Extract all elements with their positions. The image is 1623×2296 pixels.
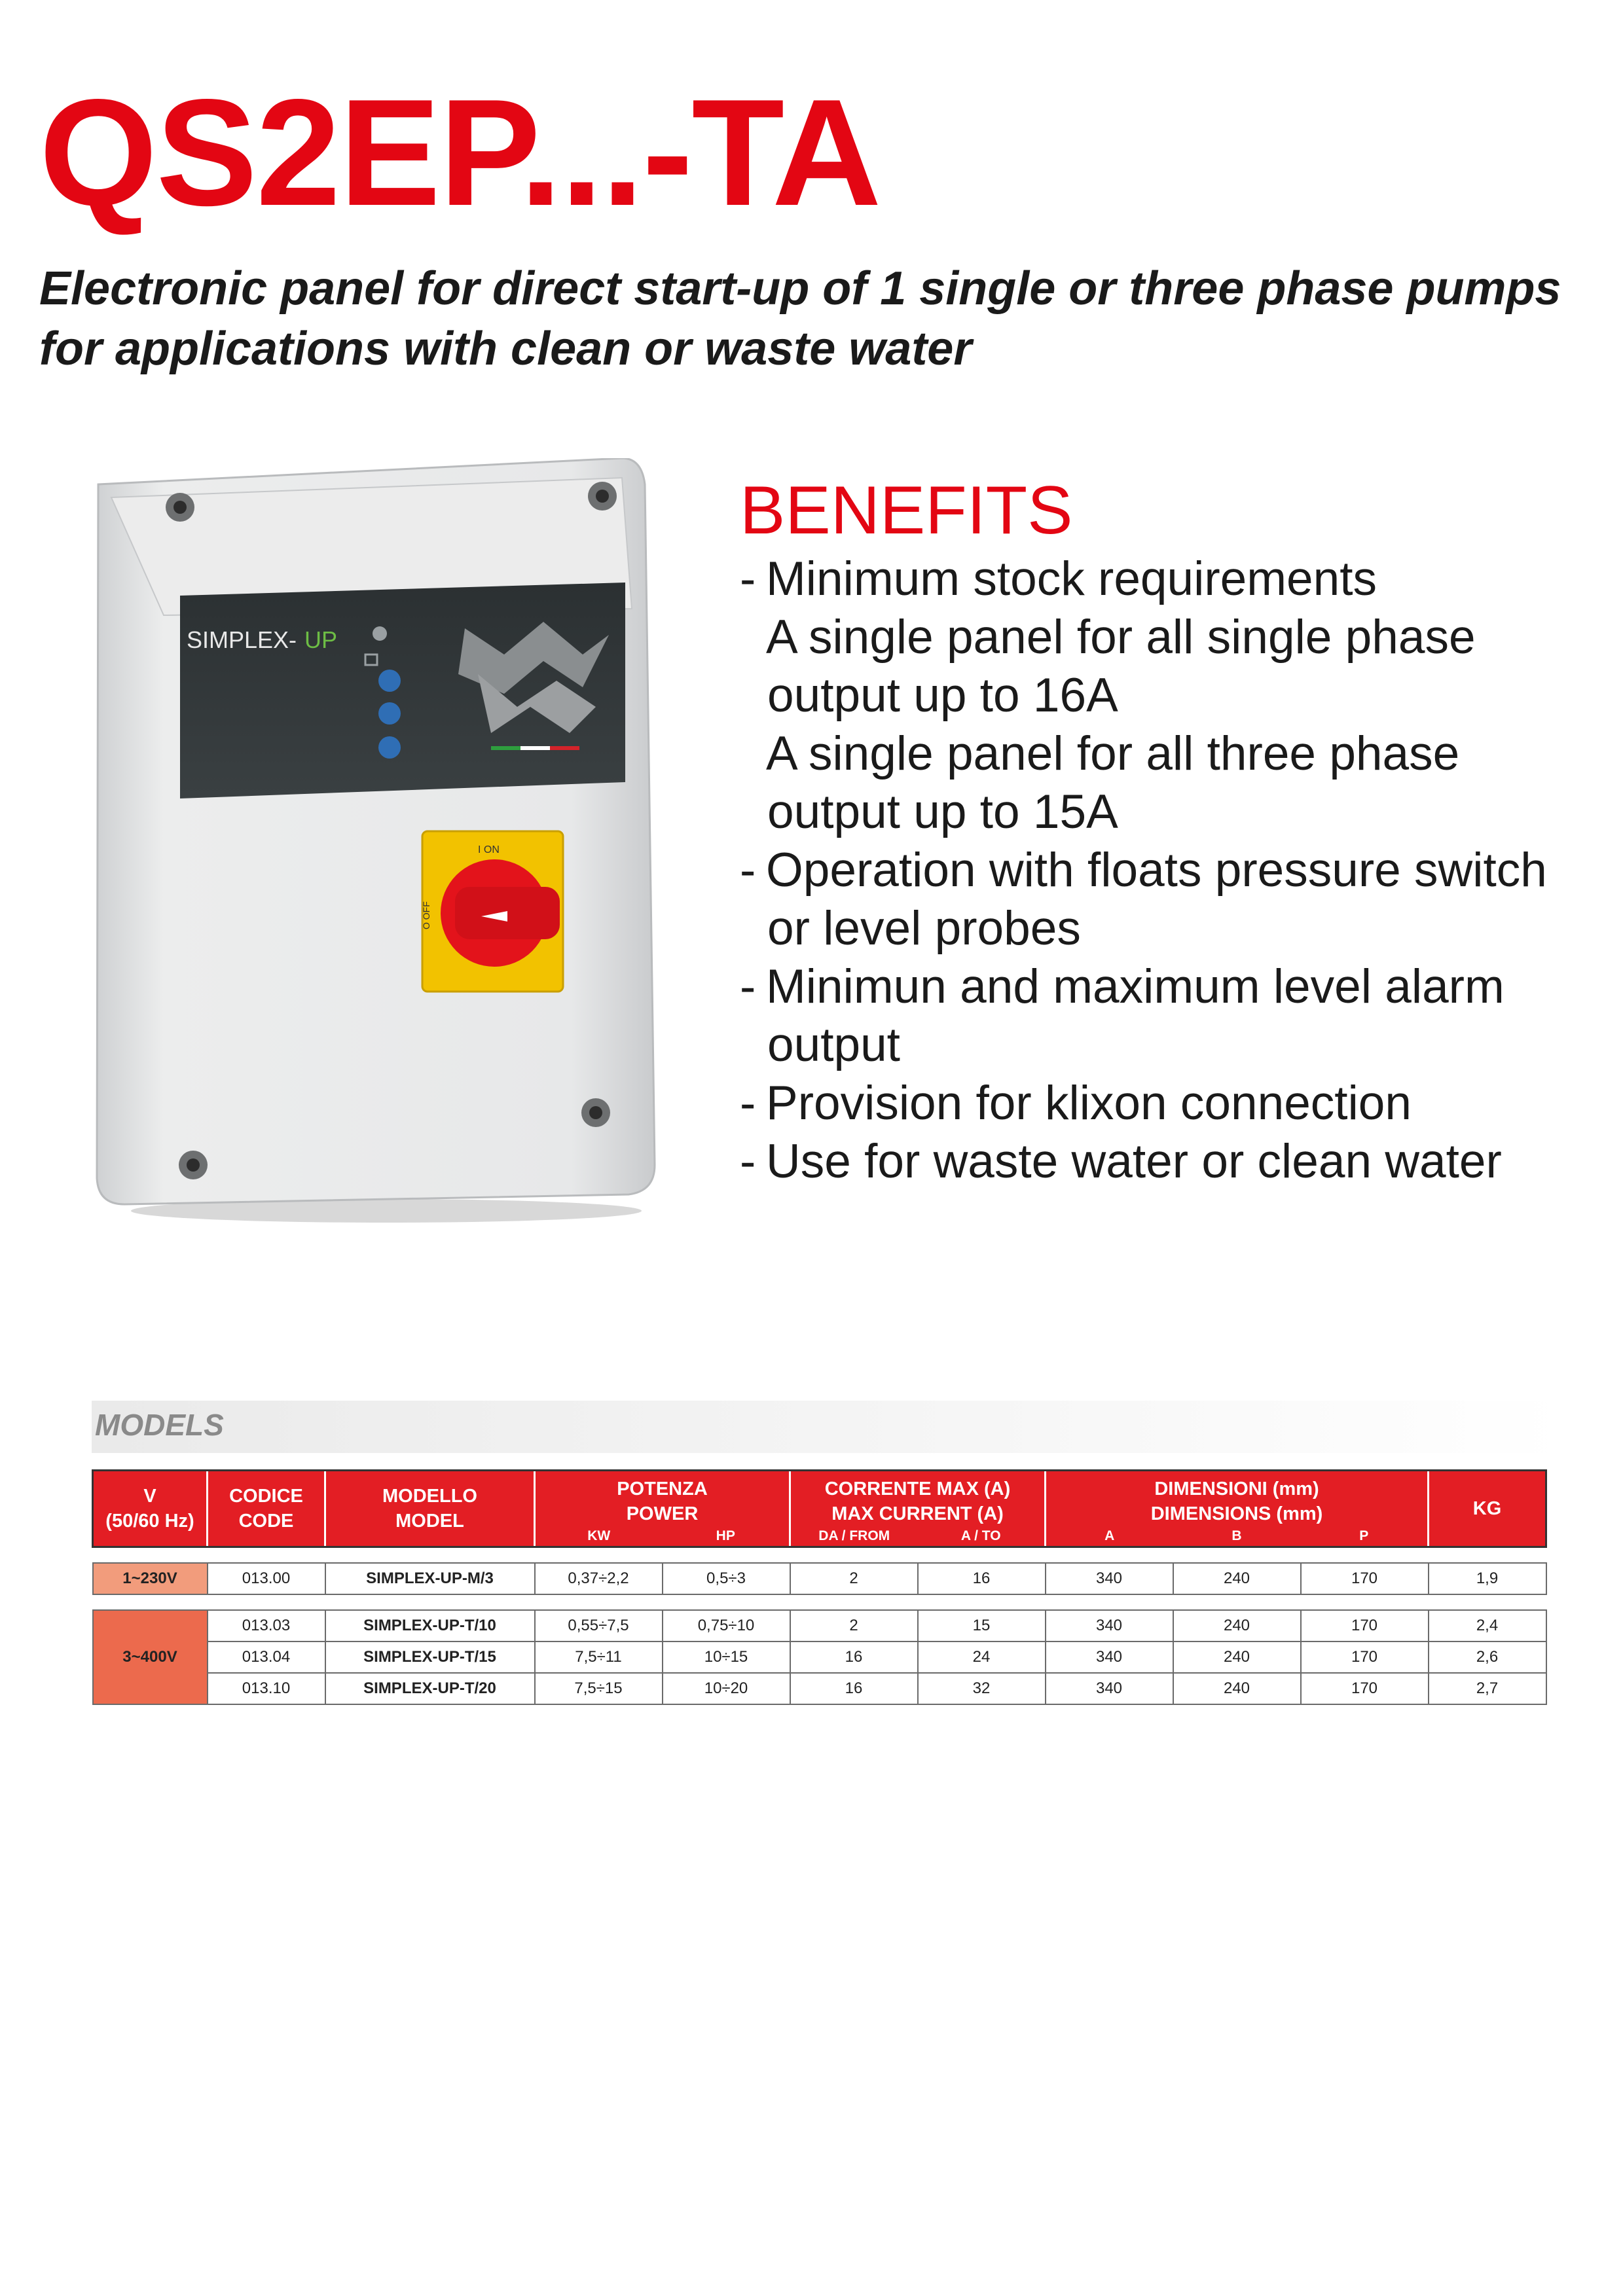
benefit-item	[740, 725, 1611, 841]
product-image	[85, 458, 661, 1230]
cell-p: 170	[1301, 1610, 1429, 1641]
cell-from: 16	[790, 1641, 918, 1673]
cell-a: 340	[1046, 1610, 1173, 1641]
benefit-text: A single panel for all three phase	[766, 727, 1460, 780]
col-header-current: CORRENTE MAX (A) MAX CURRENT (A)	[790, 1471, 1046, 1527]
subtitle-line-1: Electronic panel for direct start-up of 1 single or three phase pumps	[39, 262, 1561, 315]
models-band	[92, 1401, 1565, 1453]
benefit-list	[740, 550, 1611, 1191]
sub-header-p: P	[1301, 1526, 1429, 1547]
cell-from: 2	[790, 1563, 918, 1594]
col-header-dimensions: DIMENSIONI (mm) DIMENSIONS (mm)	[1046, 1471, 1429, 1527]
sub-header-from: DA / FROM	[790, 1526, 918, 1547]
cell-code: 013.04	[208, 1641, 325, 1673]
cell-kg: 2,7	[1429, 1673, 1546, 1704]
benefit-text-continuation: output up to 16A	[767, 669, 1118, 722]
sub-header-kw: KW	[535, 1526, 663, 1547]
sub-header-hp: HP	[663, 1526, 790, 1547]
cell-to: 16	[918, 1563, 1046, 1594]
svg-text:I ON: I ON	[478, 844, 500, 855]
col-header-model: MODELLO MODEL	[325, 1471, 535, 1547]
models-label: MODELS	[95, 1408, 224, 1442]
table-row	[93, 1563, 1546, 1594]
benefit-text-continuation: or level probes	[767, 902, 1081, 955]
cell-code: 013.00	[208, 1563, 325, 1594]
cell-model: SIMPLEX-UP-T/10	[325, 1610, 535, 1641]
benefits-title: BENEFITS	[740, 473, 1073, 548]
benefit-text-continuation: output up to 15A	[767, 785, 1118, 838]
cell-kw: 7,5÷15	[535, 1673, 663, 1704]
col-header-power: POTENZA POWER	[535, 1471, 790, 1527]
cell-code: 013.03	[208, 1610, 325, 1641]
cell-kw: 0,37÷2,2	[535, 1563, 663, 1594]
svg-text:SIMPLEX-: SIMPLEX-	[187, 626, 297, 653]
cell-p: 170	[1301, 1673, 1429, 1704]
cell-from: 16	[790, 1673, 918, 1704]
col-header-kg: KG	[1429, 1471, 1546, 1547]
subtitle	[39, 259, 1611, 379]
benefit-item	[740, 608, 1611, 725]
cell-model: SIMPLEX-UP-T/15	[325, 1641, 535, 1673]
cell-hp: 10÷15	[663, 1641, 790, 1673]
models-table	[92, 1469, 1547, 1705]
cell-b: 240	[1173, 1673, 1301, 1704]
cell-a: 340	[1046, 1563, 1173, 1594]
benefit-bullet: -	[740, 844, 756, 897]
cell-a: 340	[1046, 1673, 1173, 1704]
cell-hp: 0,75÷10	[663, 1610, 790, 1641]
sub-header-b: B	[1173, 1526, 1301, 1547]
cell-a: 340	[1046, 1641, 1173, 1673]
cell-p: 170	[1301, 1563, 1429, 1594]
subtitle-line-2: for applications with clean or waste water	[39, 323, 972, 375]
voltage-cell: 1~230V	[93, 1563, 208, 1594]
benefit-text: Provision for klixon connection	[766, 1077, 1412, 1130]
benefit-text: Operation with floats pressure switch	[766, 844, 1547, 897]
col-header-v: V (50/60 Hz)	[93, 1471, 208, 1547]
table-row	[93, 1673, 1546, 1704]
cell-hp: 10÷20	[663, 1673, 790, 1704]
benefit-text: Minimum stock requirements	[766, 552, 1377, 605]
benefit-item	[740, 1074, 1611, 1132]
benefit-item	[740, 550, 1611, 608]
cell-hp: 0,5÷3	[663, 1563, 790, 1594]
cell-to: 15	[918, 1610, 1046, 1641]
cell-from: 2	[790, 1610, 918, 1641]
cell-kw: 7,5÷11	[535, 1641, 663, 1673]
cell-to: 24	[918, 1641, 1046, 1673]
cell-b: 240	[1173, 1563, 1301, 1594]
benefits-section	[740, 471, 1611, 1191]
sub-header-to: A / TO	[918, 1526, 1046, 1547]
cell-model: SIMPLEX-UP-M/3	[325, 1563, 535, 1594]
benefit-bullet: -	[740, 1077, 756, 1130]
cell-p: 170	[1301, 1641, 1429, 1673]
cell-b: 240	[1173, 1641, 1301, 1673]
cell-kg: 1,9	[1429, 1563, 1546, 1594]
cell-kw: 0,55÷7,5	[535, 1610, 663, 1641]
cell-b: 240	[1173, 1610, 1301, 1641]
benefit-item	[740, 841, 1611, 958]
voltage-cell: 3~400V	[93, 1610, 208, 1704]
svg-text:O OFF: O OFF	[421, 901, 431, 929]
cell-model: SIMPLEX-UP-T/20	[325, 1673, 535, 1704]
benefit-text: A single panel for all single phase	[766, 611, 1476, 664]
benefit-bullet: -	[740, 960, 756, 1013]
sub-header-a: A	[1046, 1526, 1173, 1547]
svg-text:UP: UP	[304, 626, 338, 653]
benefit-bullet: -	[740, 552, 756, 605]
page-title: QS2EP...-TA	[39, 68, 881, 238]
cell-kg: 2,6	[1429, 1641, 1546, 1673]
table-row	[93, 1641, 1546, 1673]
col-header-code: CODICE CODE	[208, 1471, 325, 1547]
table-row	[93, 1610, 1546, 1641]
cell-kg: 2,4	[1429, 1610, 1546, 1641]
benefit-text-continuation: output	[767, 1018, 900, 1071]
models-table-body	[93, 1547, 1546, 1705]
cell-to: 32	[918, 1673, 1046, 1704]
benefit-bullet: -	[740, 1135, 756, 1188]
benefit-item	[740, 958, 1611, 1074]
benefit-text: Minimun and maximum level alarm	[766, 960, 1504, 1013]
benefit-item	[740, 1132, 1611, 1191]
benefit-text: Use for waste water or clean water	[766, 1135, 1502, 1188]
cell-code: 013.10	[208, 1673, 325, 1704]
